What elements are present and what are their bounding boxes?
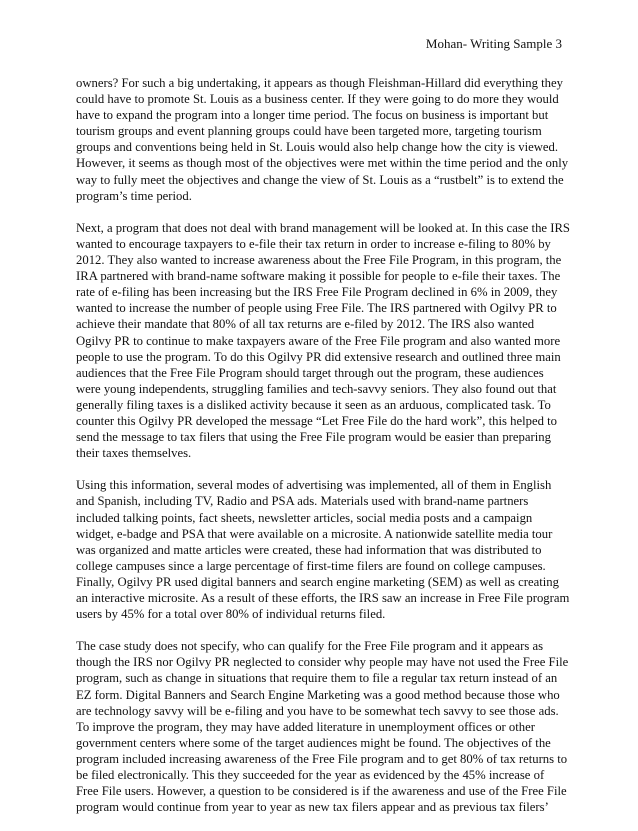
text-line: The case study does not specify, who can qualify for the Free File program and it appears as <box>76 639 544 654</box>
paragraph-1 <box>76 75 569 204</box>
text-line: program, such as change in situations that require them to file a regular tax return instead of an <box>76 671 558 686</box>
text-line: their taxes themselves. <box>76 446 192 461</box>
text-line: rate of e-filing has been increasing but the IRS Free File Program declined in 6% in 2009, they <box>76 285 558 300</box>
text-line: be filed electronically. This they succeeded for the year as evidenced by the 45% increase of <box>76 768 545 783</box>
text-line: audiences that the Free File Program should target through out the program, these audiences <box>76 365 544 380</box>
text-line: have to expand the program into a longer time period. The focus on business is important but <box>76 108 549 123</box>
text-line: Using this information, several modes of advertising was implemented, all of them in English <box>76 478 552 493</box>
text-line: groups and conventions being held in St. Louis would also help change how the city is viewed. <box>76 140 559 155</box>
text-line: included talking points, fact sheets, newsletter articles, social media posts and a campaign <box>76 510 533 525</box>
text-line: achieve their mandate that 80% of all tax returns are e-filed by 2012. The IRS also wanted <box>76 317 535 332</box>
text-line: way to fully meet the objectives and change the view of St. Louis as a “rustbelt” is to extend the <box>76 172 564 187</box>
text-line: program would continue from year to year as new tax filers appear and as previous tax filers’ <box>76 800 549 815</box>
text-line: could have to promote St. Louis as a business center. If they were going to do more they would <box>76 92 559 107</box>
text-line: were young independents, struggling families and tech-savvy seniors. They also found out that <box>76 381 557 396</box>
text-line: wanted to encourage taxpayers to e-file their tax return in order to increase e-filing to 80% by <box>76 236 551 251</box>
paragraph-3 <box>76 477 570 622</box>
text-line: However, it seems as though most of the objectives were met within the time period and the only <box>76 156 569 171</box>
text-line: owners? For such a big undertaking, it appears as though Fleishman-Hillard did everything they <box>76 76 563 90</box>
text-line: users by 45% for a total over 80% of individual returns filed. <box>76 607 386 622</box>
text-line: tourism groups and event planning groups could have been targeted more, targeting tourism <box>76 124 542 139</box>
running-header: Mohan- Writing Sample 3 <box>425 36 562 51</box>
text-line: send the message to tax filers that using the Free File program would be easier than preparing <box>76 430 551 445</box>
text-line: EZ form. Digital Banners and Search Engine Marketing was a good method because those who <box>76 687 560 702</box>
text-line: people to use the program. To do this Ogilvy PR did extensive research and outlined three main <box>76 349 561 364</box>
text-line: Finally, Ogilvy PR used digital banners and search engine marketing (SEM) as well as creating <box>76 574 559 589</box>
text-line: wanted to increase the number of people using Free File. The IRS partnered with Ogilvy PR to <box>76 301 557 316</box>
text-line: an interactive microsite. As a result of these efforts, the IRS saw an increase in Free File program <box>76 591 570 605</box>
text-line: and Spanish, including TV, Radio and PSA ads. Materials used with brand-name partners <box>76 494 529 509</box>
text-line: program’s time period. <box>76 188 192 203</box>
body-text <box>76 75 570 831</box>
text-line: are technology savvy will be e-filing and you have to be somewhat tech savvy to see those ads. <box>76 703 559 718</box>
text-line: counter this Ogilvy PR developed the message “Let Free File do the hard work”, this helped to <box>76 413 557 428</box>
text-line: government centers where some of the target audiences might be found. The objectives of the <box>76 735 551 750</box>
text-line: widget, e-badge and PSA that were available on a microsite. A nationwide satellite media tour <box>76 526 553 541</box>
text-line: To improve the program, they may have added literature in unemployment offices or other <box>76 719 536 734</box>
text-line: generally filing taxes is a disliked activity because it seen as an arduous, complicated task. To <box>76 397 551 412</box>
text-line: IRA partnered with brand-name software making it possible for people to e-file their taxes. The <box>76 269 561 284</box>
text-line: 2012. They also wanted to increase awareness about the Free File Program, in this program, the <box>76 253 562 268</box>
text-line: Free File users. However, a question to be considered is if the awareness and use of the Free File <box>76 784 567 799</box>
text-line: though the IRS nor Ogilvy PR neglected to consider why people may have not used the Free File <box>76 655 569 670</box>
text-line: Next, a program that does not deal with brand management will be looked at. In this case the IRS <box>76 220 570 235</box>
text-line: Ogilvy PR to continue to make taxpayers aware of the Free File program and also wanted more <box>76 333 561 348</box>
paragraph-2 <box>76 220 570 461</box>
text-line: was organized and matte articles were created, these had information that was distributed to <box>76 542 542 557</box>
text-line: college campuses since a large percentage of first-time filers are found on college campuses. <box>76 558 546 573</box>
text-line: program included increasing awareness of the Free File program and to get 80% of tax returns to <box>76 751 568 766</box>
paragraph-4 <box>76 638 569 815</box>
